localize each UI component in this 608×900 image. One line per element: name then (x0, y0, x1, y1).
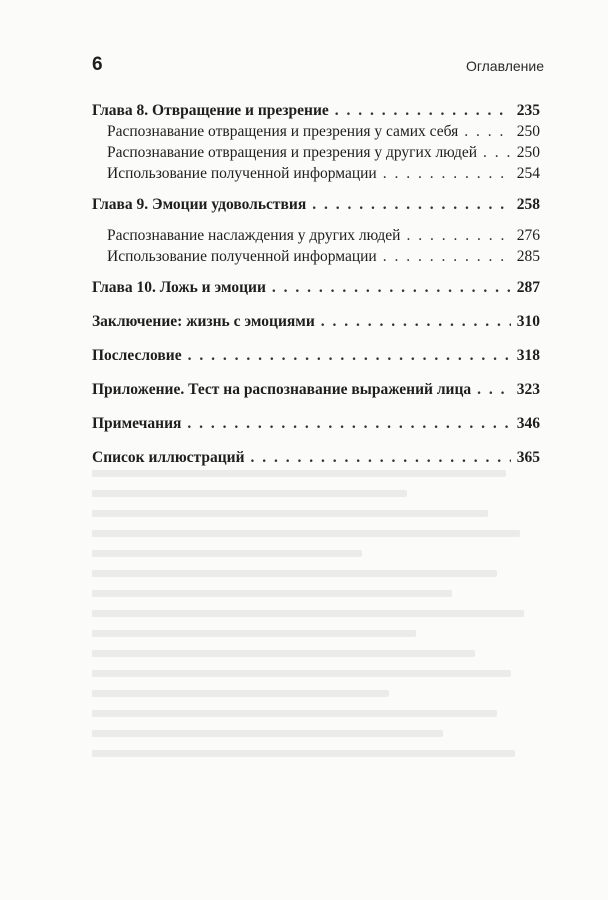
toc-entry-title: Распознавание наслаждения у других людей (107, 227, 401, 244)
toc-entry-conclusion[interactable] (92, 311, 540, 332)
toc-entry-chapter-10[interactable] (92, 277, 540, 298)
toc-entry-page: 346 (516, 415, 540, 432)
toc-entry-page: 276 (516, 227, 540, 244)
toc-entry-title: Послесловие (92, 347, 182, 364)
dot-leader (187, 413, 510, 434)
toc-entry-page: 310 (516, 313, 540, 330)
toc-entry[interactable] (92, 225, 540, 246)
toc-entry-page: 285 (516, 248, 540, 265)
toc-entry-notes[interactable] (92, 413, 540, 434)
toc-entry[interactable] (92, 246, 540, 267)
toc-entry-title: Список иллюстраций (92, 449, 245, 466)
toc-entry-title: Глава 10. Ложь и эмоции (92, 279, 266, 296)
dot-leader (272, 277, 511, 298)
dot-leader (464, 121, 511, 142)
toc-entry-page: 287 (516, 279, 540, 296)
dot-leader (335, 100, 511, 121)
dot-leader (383, 163, 511, 184)
toc-entry-title: Глава 8. Отвращение и презрение (92, 102, 329, 119)
toc-entry[interactable] (92, 142, 540, 163)
toc-entry-page: 258 (516, 196, 540, 213)
toc-entry-title: Распознавание отвращения и презрения у других людей (107, 144, 478, 161)
toc-entry-chapter-8[interactable] (92, 100, 540, 121)
toc-entry-title: Глава 9. Эмоции удовольствия (92, 196, 307, 213)
toc-entry-title: Приложение. Тест на распознавание выражений лица (92, 381, 472, 398)
dot-leader (321, 311, 511, 332)
toc-entry-page: 365 (516, 449, 540, 466)
dot-leader (251, 447, 511, 468)
toc-entry-page: 318 (516, 347, 540, 364)
toc-entry-title: Распознавание отвращения и презрения у самих себя (107, 123, 459, 140)
table-of-contents (92, 100, 540, 468)
toc-entry-title: Использование полученной информации (107, 248, 377, 265)
dot-leader (188, 345, 511, 366)
toc-entry[interactable] (92, 163, 540, 184)
show-through-background (92, 470, 542, 830)
toc-entry-chapter-9[interactable] (92, 194, 540, 215)
dot-leader (383, 246, 511, 267)
toc-entry-page: 250 (516, 123, 540, 140)
dot-leader (406, 225, 510, 246)
toc-entry-illustrations[interactable] (92, 447, 540, 468)
toc-entry-page: 250 (516, 144, 540, 161)
toc-entry-appendix[interactable] (92, 379, 540, 400)
dot-leader (483, 142, 511, 163)
toc-entry-page: 323 (516, 381, 540, 398)
dot-leader (312, 194, 511, 215)
page-number: 6 (92, 54, 103, 75)
toc-entry-page: 235 (516, 102, 540, 119)
toc-entry-title: Использование полученной информации (107, 165, 377, 182)
toc-entry-afterword[interactable] (92, 345, 540, 366)
toc-entry-title: Примечания (92, 415, 182, 432)
toc-entry-page: 254 (516, 165, 540, 182)
running-head: Оглавление (465, 58, 544, 74)
toc-entry[interactable] (92, 121, 540, 142)
dot-leader (477, 379, 511, 400)
toc-entry-title: Заключение: жизнь с эмоциями (92, 313, 315, 330)
